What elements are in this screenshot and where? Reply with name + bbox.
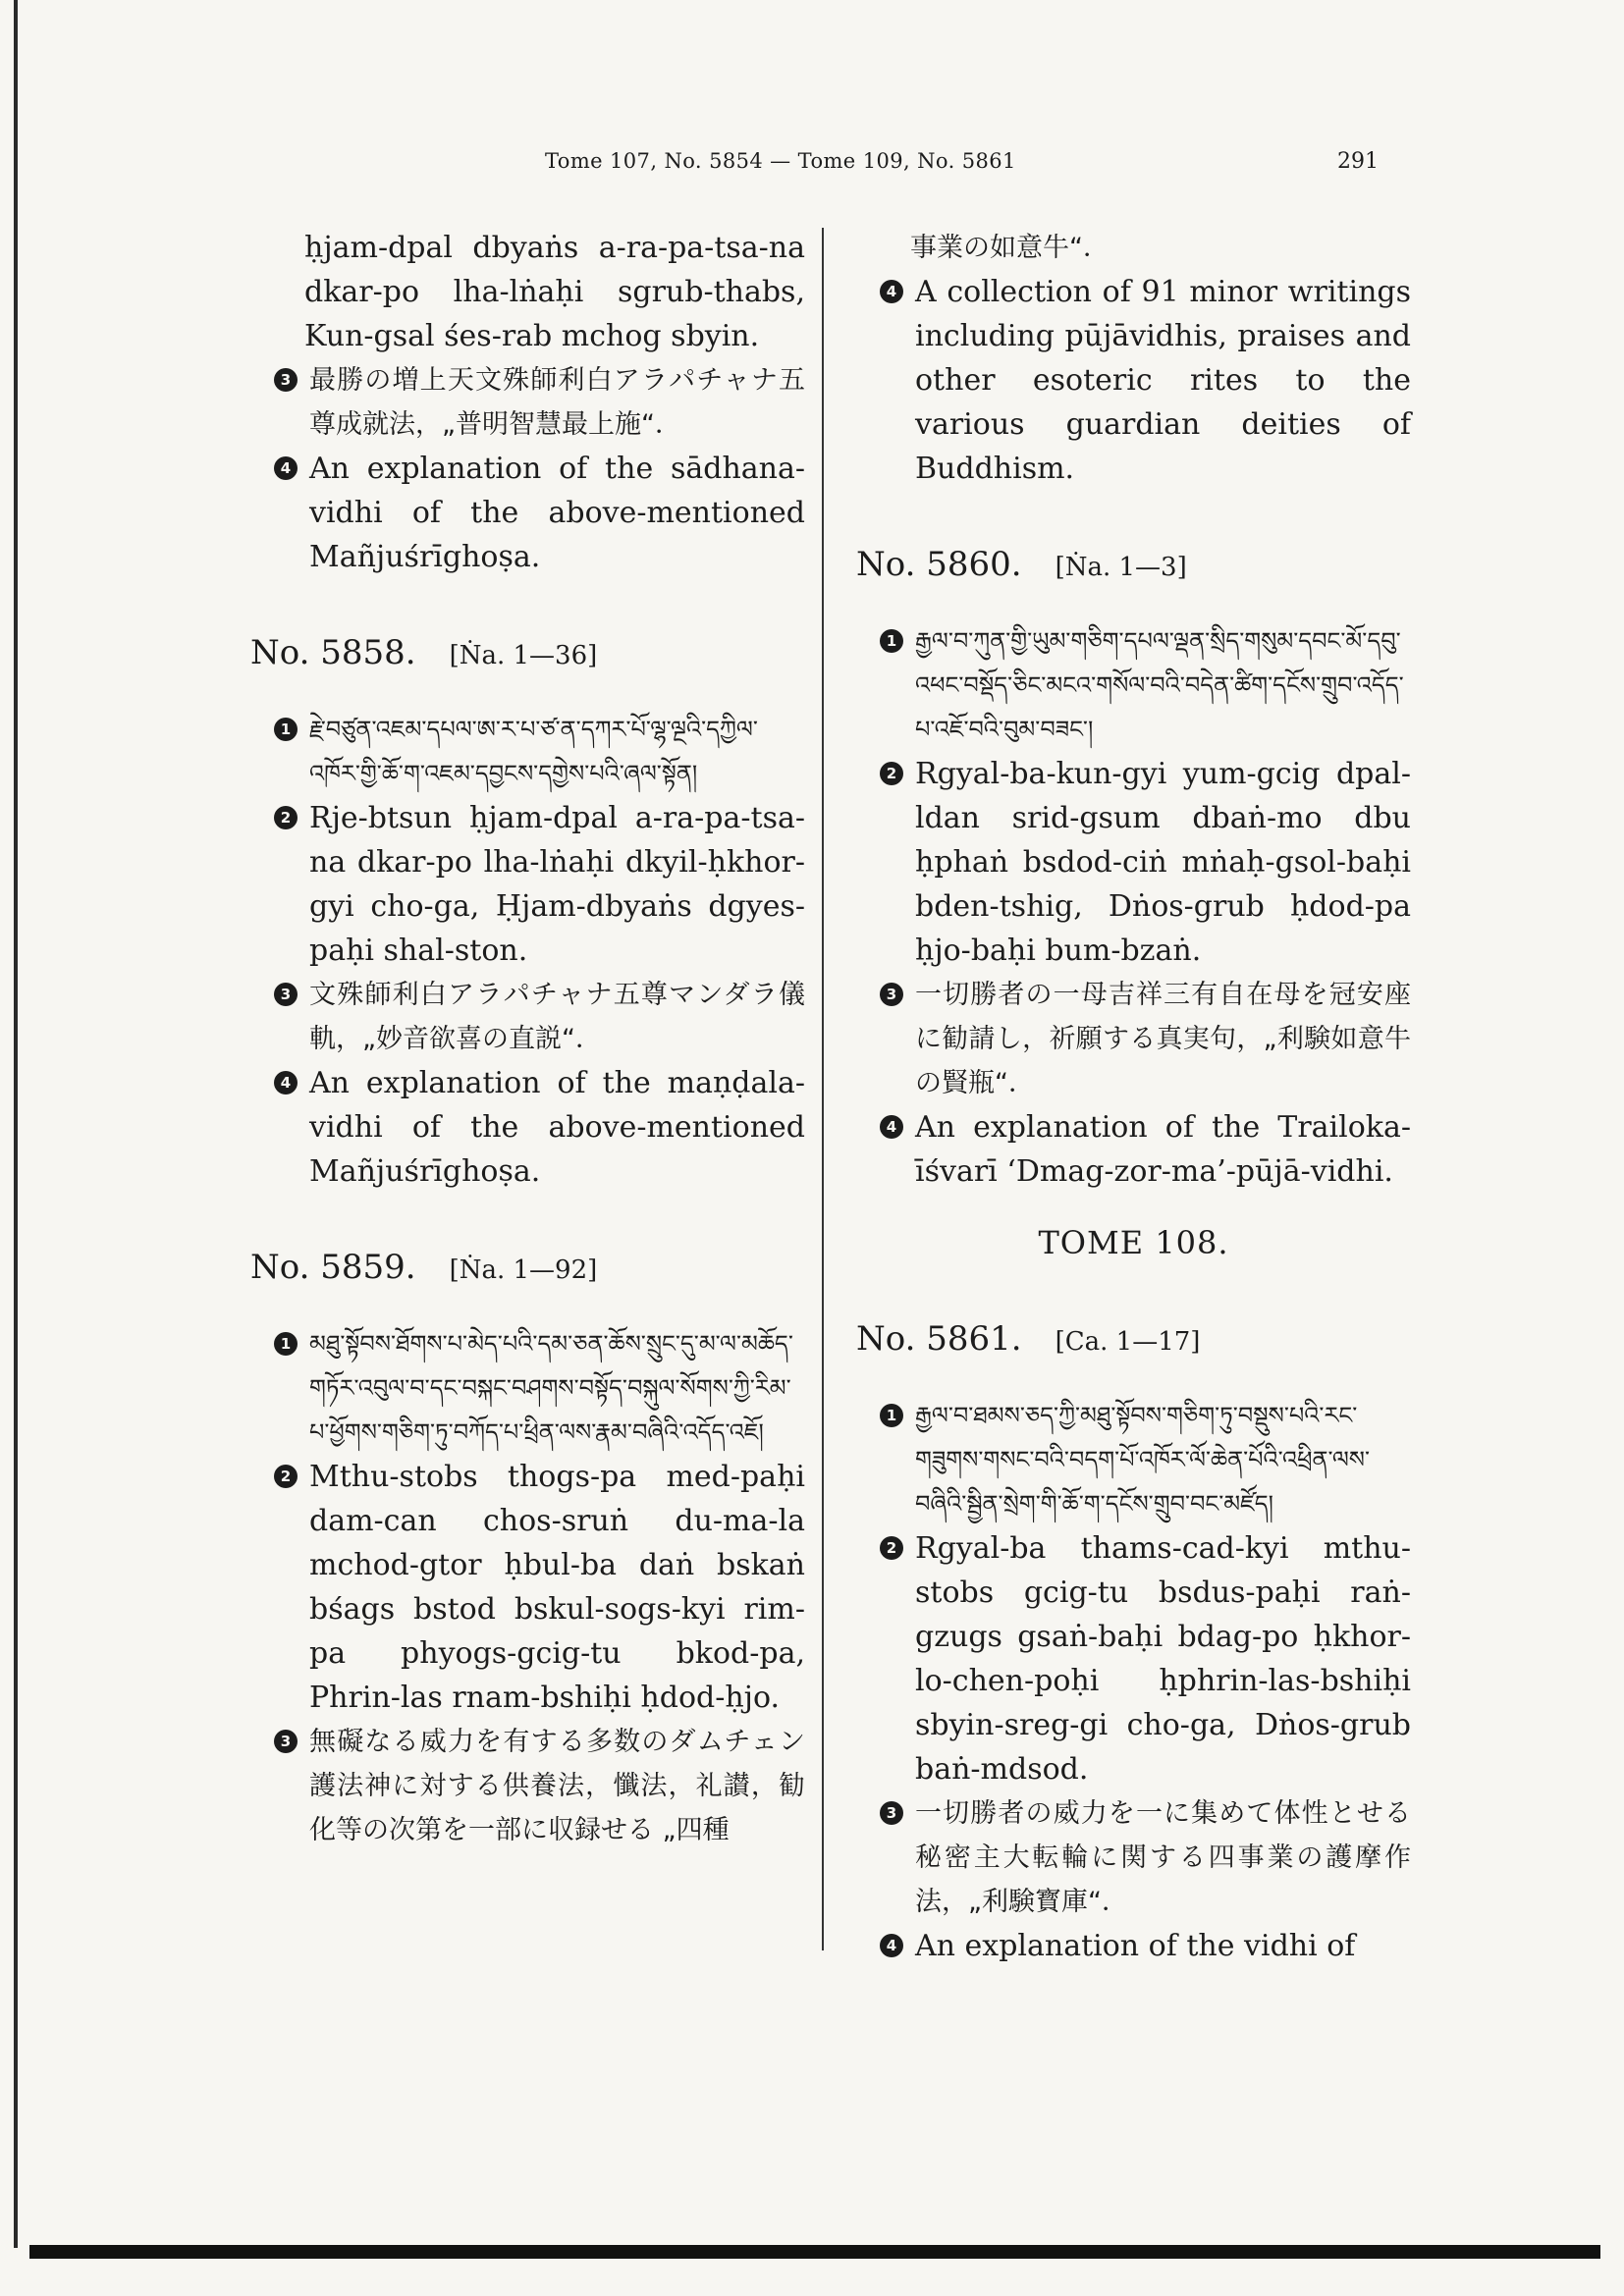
english-item <box>856 270 1411 491</box>
english-explanation: An explanation of the sādhana-vidhi of the above-mentioned Mañjuśrīghoṣa. <box>309 452 805 574</box>
marker-3-icon: 3 <box>274 983 298 1006</box>
japanese-item <box>856 1791 1411 1924</box>
entry-number: No. 5861. <box>856 1319 1022 1359</box>
romanized-item <box>250 796 805 973</box>
romanized-title: Mthu-stobs thogs-pa med-paḥi dam-can chos-sruṅ du-ma-la mchod-gtor ḥbul-ba daṅ bskaṅ bśags bstod bskul-sogs-kyi rim-pa phyogs-gcig-tu bkod-pa, Phrin-las rnam-bshiḥi ḥdod-ḥjo. <box>309 1460 805 1715</box>
tibetan-title: རྗེ་བཙུན་འཇམ་དཔལ་ཨ་ར་པ་ཙ་ན་དཀར་པོ་ལྷ་ལྔའི་དཀྱིལ་འཁོར་གྱི་ཆོ་ག་འཇམ་དབྱངས་དགྱེས་པའི་ཞལ་སྟོན། <box>309 716 758 787</box>
continued-title <box>250 226 805 358</box>
marker-2-icon: 2 <box>880 762 903 785</box>
marker-4-icon: 4 <box>274 1071 298 1095</box>
page-number: 291 <box>1337 149 1379 174</box>
tibetan-title: རྒྱལ་བ་ཐམས་ཅད་ཀྱི་མཐུ་སྟོབས་གཅིག་ཏུ་བསྡུས་པའི་རང་གཟུགས་གསང་བའི་བདག་པོ་འཁོར་ལོ་ཆེན་པོའི་འཕྲིན་ལས་བཞིའི་སྦྱིན་སྲེག་གི་ཆོ་ག་དངོས་གྲུབ་བང་མཛོད། <box>915 1402 1371 1518</box>
japanese-title-end: 事業の如意牛“． <box>910 233 1110 263</box>
romanized-title: ḥjam-dpal dbyaṅs a-ra-pa-tsa-na dkar-po lha-lṅaḥi sgrub-thabs, Kun-gsal śes-rab mchog sbyin. <box>304 231 805 353</box>
marker-4-icon: 4 <box>880 1934 903 1957</box>
right-column <box>856 226 1411 1968</box>
tome-heading: TOME 108. <box>1038 1224 1229 1261</box>
entry-5860-heading <box>856 543 1411 590</box>
marker-3-icon: 3 <box>274 368 298 392</box>
romanized-title: Rje-btsun ḥjam-dpal a-ra-pa-tsa-na dkar-po lha-lṅaḥi dkyil-ḥkhor-gyi cho-ga, Ḥjam-dbyaṅs dgyes-paḥi shal-ston. <box>309 801 805 968</box>
romanized-item <box>250 1455 805 1720</box>
romanized-title: Rgyal-ba-kun-gyi yum-gcig dpal-ldan srid-gsum dbaṅ-mo dbu ḥphaṅ bsdod-ciṅ mṅaḥ-gsol-baḥi bden-tshig, Dṅos-grub ḥdod-pa ḥjo-baḥi bum-bzaṅ. <box>915 757 1411 968</box>
tibetan-item <box>856 619 1411 752</box>
entry-reference: [Ca. 1—17] <box>1055 1327 1201 1357</box>
marker-4-icon: 4 <box>880 280 903 303</box>
english-item <box>856 1924 1411 1968</box>
romanized-title: Rgyal-ba thams-cad-kyi mthu-stobs gcig-tu bsdus-paḥi raṅ-gzugs gsaṅ-baḥi bdag-po ḥkhor-lo-chen-poḥi ḥphrin-las-bshiḥi sbyin-sreg-gi cho-ga, Dṅos-grub baṅ-mdsod. <box>915 1531 1411 1787</box>
marker-3-icon: 3 <box>880 983 903 1006</box>
japanese-item <box>856 973 1411 1105</box>
marker-3-icon: 3 <box>274 1730 298 1753</box>
japanese-title: 一切勝者の一母吉祥三有自在母を冠安座に勧請し，祈願する真実句，„利験如意牛の賢瓶“． <box>915 980 1411 1098</box>
column-divider <box>822 228 824 1950</box>
scan-edge <box>14 0 18 2248</box>
english-explanation: A collection of 91 minor writings including pūjāvidhis, praises and other esoteric rites to the various guardian deities of Buddhism. <box>915 275 1411 486</box>
romanized-item <box>856 1526 1411 1791</box>
marker-1-icon: 1 <box>274 718 298 741</box>
marker-1-icon: 1 <box>880 1404 903 1427</box>
entry-number: No. 5858. <box>250 633 416 672</box>
english-item <box>250 1061 805 1194</box>
romanized-item <box>856 752 1411 973</box>
english-item <box>250 447 805 579</box>
entry-number: No. 5859. <box>250 1248 416 1287</box>
english-explanation: An explanation of the vidhi of <box>915 1929 1356 1963</box>
running-header: Tome 107, No. 5854 — Tome 109, No. 5861 <box>545 149 1016 173</box>
entry-reference: [Ṅa. 1—3] <box>1055 553 1187 582</box>
scan-bottom-edge <box>29 2245 1600 2259</box>
tibetan-item <box>250 708 805 796</box>
entry-5859-heading <box>250 1246 805 1293</box>
tibetan-title: རྒྱལ་བ་ཀུན་གྱི་ཡུམ་གཅིག་དཔལ་ལྡན་སྲིད་གསུམ་དབང་མོ་དབུ་འཕང་བསྡོད་ཅིང་མངའ་གསོལ་བའི་བདེན་ཚིག་དངོས་གྲུབ་འདོད་པ་འཇོ་བའི་བུམ་བཟང་། <box>915 627 1404 743</box>
english-explanation: An explanation of the maṇḍala-vidhi of the above-mentioned Mañjuśrīghoṣa. <box>309 1066 805 1189</box>
japanese-title: 無礙なる威力を有する多数のダムチェン護法神に対する供養法，懺法，礼讃，勧化等の次第を一部に収録せる „四種 <box>309 1727 805 1845</box>
tibetan-title: མཐུ་སྟོབས་ཐོགས་པ་མེད་པའི་དམ་ཅན་ཆོས་སྲུང་དུ་མ་ལ་མཆོད་གཏོར་འབུལ་བ་དང་བསྐང་བཤགས་བསྟོད་བསྐུལ་སོགས་ཀྱི་རིམ་པ་ཕྱོགས་གཅིག་ཏུ་བཀོད་པ་ཕྲིན་ལས་རྣམ་བཞིའི་འདོད་འཇོ། <box>309 1330 793 1446</box>
entry-5861-heading <box>856 1317 1411 1364</box>
marker-1-icon: 1 <box>880 629 903 653</box>
tibetan-item <box>250 1322 805 1455</box>
entry-reference: [Ṅa. 1—92] <box>449 1255 598 1285</box>
tibetan-item <box>856 1394 1411 1526</box>
marker-4-icon: 4 <box>274 456 298 480</box>
japanese-item <box>250 358 805 447</box>
marker-1-icon: 1 <box>274 1332 298 1356</box>
continued-japanese <box>856 226 1411 270</box>
marker-2-icon: 2 <box>880 1536 903 1560</box>
entry-5858-heading <box>250 631 805 678</box>
entry-number: No. 5860. <box>856 545 1022 584</box>
japanese-item <box>250 973 805 1061</box>
japanese-title: 文殊師利白アラパチャナ五尊マンダラ儀軌，„妙音欲喜の直説“． <box>309 980 805 1054</box>
marker-2-icon: 2 <box>274 806 298 829</box>
marker-2-icon: 2 <box>274 1465 298 1488</box>
left-column <box>250 226 805 1852</box>
marker-4-icon: 4 <box>880 1115 903 1139</box>
japanese-title: 一切勝者の威力を一に集めて体性とせる秘密主大転輪に関する四事業の護摩作法，„利験寳庫“． <box>915 1798 1411 1917</box>
english-explanation: An explanation of the Trailoka-īśvarī ‘Dmag-zor-ma’-pūjā-vidhi. <box>915 1110 1411 1189</box>
marker-3-icon: 3 <box>880 1801 903 1825</box>
japanese-item <box>250 1720 805 1852</box>
japanese-title: 最勝の増上天文殊師利白アラパチャナ五尊成就法，„普明智慧最上施“． <box>309 365 805 440</box>
entry-reference: [Ṅa. 1—36] <box>449 641 598 670</box>
english-item <box>856 1105 1411 1194</box>
